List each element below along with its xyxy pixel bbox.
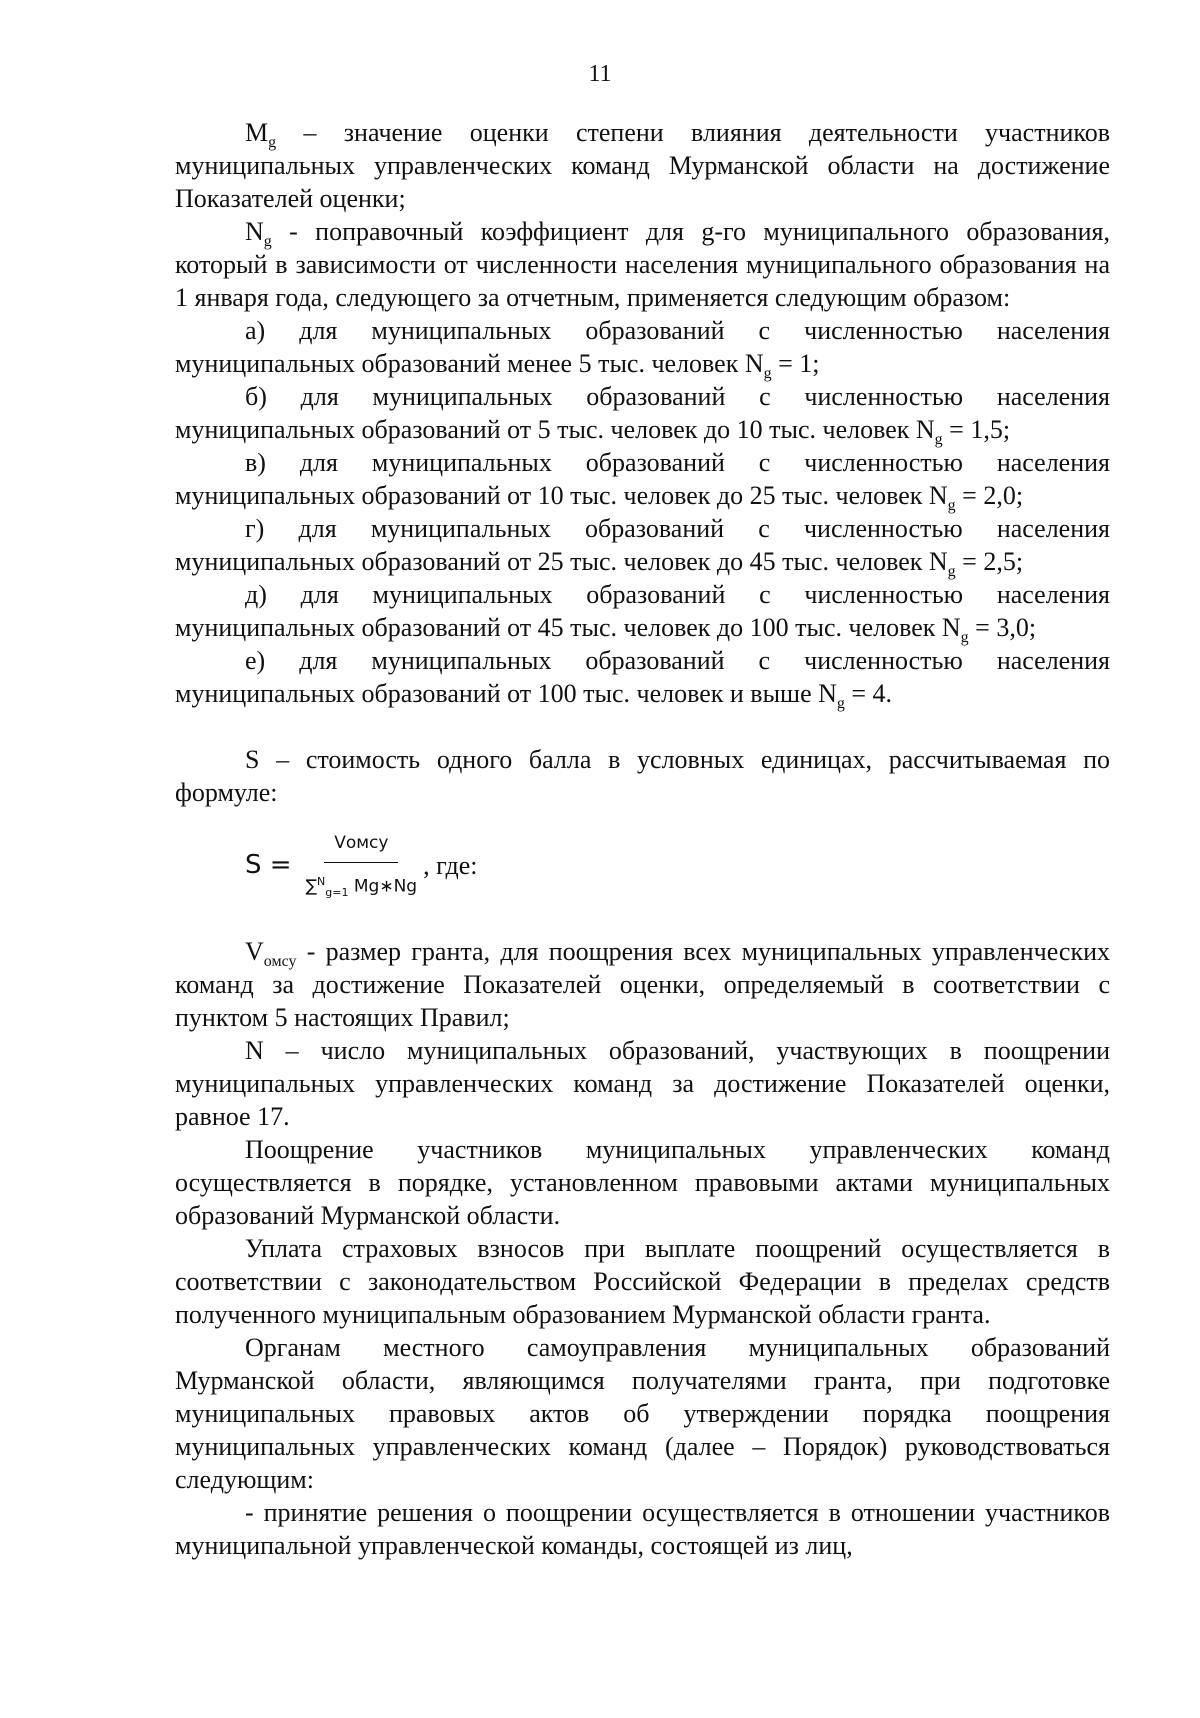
formula-suffix: , где: xyxy=(423,850,478,880)
paragraph-local-government: Органам местного самоуправления муниципальных образований Мурманской области, являющимся получателями гранта, при подготовке муниципальных правовых актов об утверждении порядка поощрения муниципальных управленческих команд (далее – Порядок) руководствоваться следующим: xyxy=(175,1333,1110,1494)
paragraph-n: N – число муниципальных образований, участвующих в поощрении муниципальных управленческих команд за достижение Показателей оценки, равное 17. xyxy=(175,1036,1110,1131)
list-item-b: б) для муниципальных образований с численностью населения муниципальных образований от 5 тыс. человек до 10 тыс. человек $N_g = 1,5$; xyxy=(175,382,1110,449)
list-item-e: е) для муниципальных образований с численностью населения муниципальных образований от 100 тыс. человек и выше $N_g = 4$. xyxy=(175,646,1110,713)
paragraph-decision: - принятие решения о поощрении осуществляется в отношении участников муниципальной управленческой команды, состоящей из лиц, xyxy=(175,1498,1110,1560)
paragraph-mg: $M_g$ – значение оценки степени влияния деятельности участников муниципальных управленческих команд Мурманской области на достижение Показателей оценки; xyxy=(175,118,1110,213)
formula-lhs: S = xyxy=(245,849,292,880)
list-item-g: г) для муниципальных образований с численностью населения муниципальных образований от 25 тыс. человек до 45 тыс. человек $N_g = 2,5$; xyxy=(175,514,1110,581)
paragraph-vomsu: $V_{омсу}$ - размер гранта, для поощрения всех муниципальных управленческих команд за достижение Показателей оценки, определяемый в соответствии с пунктом 5 настоящих Правил; xyxy=(175,937,1110,1032)
paragraph-encouragement: Поощрение участников муниципальных управленческих команд осуществляется в порядке, установленном правовыми актами муниципальных образований Мурманской области. xyxy=(175,1135,1110,1230)
formula-numerator: Vомсу xyxy=(324,827,398,863)
paragraph-insurance: Уплата страховых взносов при выплате поощрений осуществляется в соответствии с законодательством Российской Федерации в пределах средств полученного муниципальным образованием Мурманской области гранта. xyxy=(175,1234,1110,1329)
list-item-v: в) для муниципальных образований с численностью населения муниципальных образований от 10 тыс. человек до 25 тыс. человек $N_g = 2,0$; xyxy=(175,448,1110,515)
document-body xyxy=(175,116,1110,1562)
formula-denominator: ∑$^N_{g=1}$ Mg∗Ng xyxy=(305,874,418,899)
list-item-d: д) для муниципальных образований с численностью населения муниципальных образований от 45 тыс. человек до 100 тыс. человек $N_g = 3,0$; xyxy=(175,580,1110,647)
formula-fraction xyxy=(306,827,418,904)
list-item-a: а) для муниципальных образований с численностью населения муниципальных образований менее 5 тыс. человек $N_g = 1$; xyxy=(175,316,1110,383)
paragraph-s-intro: S – стоимость одного балла в условных единицах, рассчитываемая по формуле: xyxy=(175,745,1110,807)
page-number: 11 xyxy=(588,61,612,87)
formula-s xyxy=(245,825,1110,905)
paragraph-ng: $N_g$ - поправочный коэффициент для g-го муниципального образования, который в зависимости от численности населения муниципального образования на 1 января года, следующего за отчетным, применяется следующим образом: xyxy=(175,217,1110,312)
